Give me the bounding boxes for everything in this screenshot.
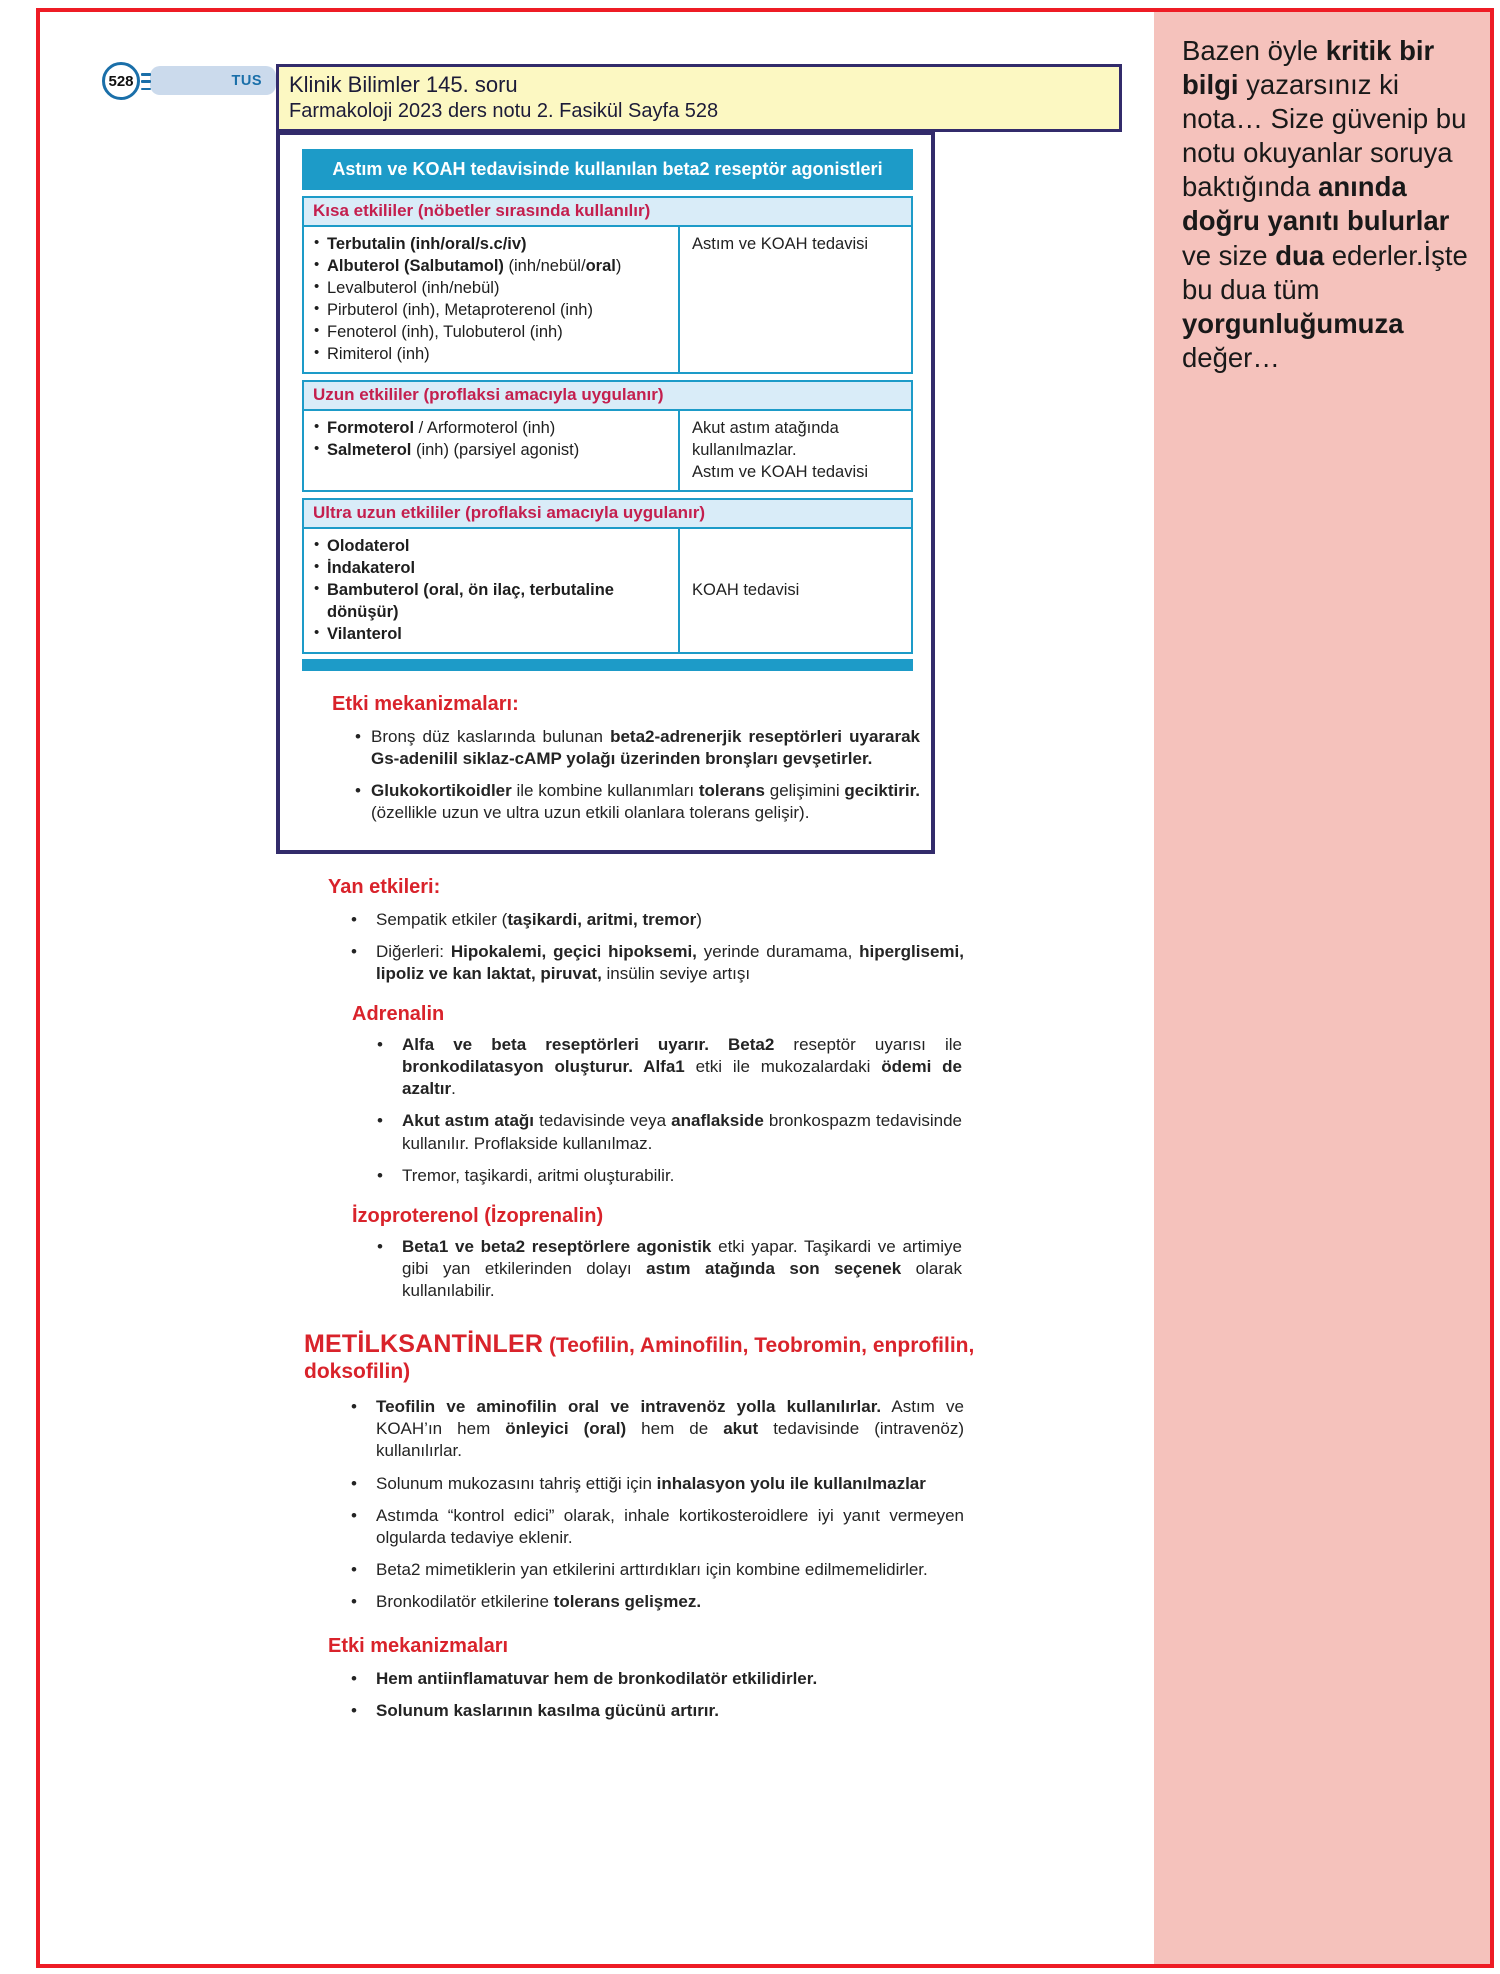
bullet-item: • Solunum mukozasını tahriş ettiği için inhalasyon yolu ile kullanılmazlar [350,1473,964,1495]
drug-item: • Terbutalin (inh/oral/s.c/iv) [314,233,672,255]
note-header-title: Klinik Bilimler 145. soru [289,72,518,97]
drug-item: • Formoterol / Arformoterol (inh) [314,417,672,439]
bullet-item: • Astımda “kontrol edici” olarak, inhale kortikosteroidlere iyi yanıt vermeyen olgularda tedaviye eklenir. [350,1505,964,1549]
table-group-ultra-long-acting [302,498,913,654]
bullet-item: • Tremor, taşikardi, aritmi oluşturabilir. [376,1165,962,1187]
drug-item: • Albuterol (Salbutamol) (inh/nebül/oral) [314,255,672,277]
group-header: Kısa etkililer (nöbetler sırasında kullanılır) [302,196,913,227]
table-group-long-acting [302,380,913,492]
section-heading-mechanisms-2: Etki mekanizmaları [328,1635,509,1658]
methylxanthines-title: METİLKSANTİNLER [304,1330,544,1358]
bullet-item: • Hem antiinflamatuvar hem de bronkodilatör etkilidirler. [350,1668,964,1690]
indication-cell [680,529,911,652]
indication-text: Astım ve KOAH tedavisi [692,462,869,481]
bullet-item: • Diğerleri: Hipokalemi, geçici hipoksemi, yerinde duramama, hiperglisemi, lipoliz ve kan laktat, piruvat, insülin seviye artışı [350,941,964,985]
section-heading-side-effects: Yan etkileri: [328,875,441,898]
indication-text: KOAH tedavisi [692,580,800,599]
note-header [276,64,1122,132]
drug-item: • Levalbuterol (inh/nebül) [314,277,672,299]
bullet-item: • Bronkodilatör etkilerine tolerans gelişmez. [350,1591,964,1613]
connector-lines-icon [141,73,151,90]
tus-tab-label: TUS [231,72,262,89]
adrenalin-bullet-list [376,1034,962,1187]
mechanisms-bullet-list [354,726,920,824]
bullet-item: • Solunum kaslarının kasılma gücünü artırır. [350,1700,964,1722]
main-column [276,64,1122,1732]
mechanisms-2-bullet-list [350,1668,964,1722]
section-heading-mechanisms: Etki mekanizmaları: [332,692,519,715]
note-body-box [276,132,935,854]
isoproterenol-bullet-list [376,1236,962,1302]
drug-item: • Salmeterol (inh) (parsiyel agonist) [314,439,672,461]
drug-item: • Bambuterol (oral, ön ilaç, terbutaline dönüşür) [314,579,672,623]
drug-list-cell [304,411,680,490]
sidebar-note-text: Bazen öyle kritik bir bilgi yazarsınız ki nota… Size güvenip bu notu okuyanlar soruya baktığında anında doğru yanıtı bulurlar ve size dua ederler.İşte bu dua tüm yorgunluğumuza değer… [1182,35,1468,373]
drug-item: • Rimiterol (inh) [314,343,672,365]
note-header-subtitle: Farmakoloji 2023 ders notu 2. Fasikül Sayfa 528 [289,99,719,122]
bullet-item: • Alfa ve beta reseptörleri uyarır. Beta2 reseptör uyarısı ile bronkodilatasyon oluşturur. Alfa1 etki ile mukozalardaki ödemi de azaltır. [376,1034,962,1100]
methylxanthines-bullet-list [350,1396,964,1613]
group-header: Ultra uzun etkililer (proflaksi amacıyla uygulanır) [302,498,913,529]
table-row [302,227,913,374]
drug-item: • Pirbuterol (inh), Metaproterenol (inh) [314,299,672,321]
bullet-item: • Bronş düz kaslarında bulunan beta2-adrenerjik reseptörleri uyararak Gs-adenilil siklaz-cAMP yolağı üzerinden bronşları gevşetirler. [354,726,920,770]
sidebar-note [1154,10,1494,1966]
page-number-badge [102,62,140,100]
indication-cell [680,411,911,490]
bullet-item: • Beta2 mimetiklerin yan etkilerini arttırdıkları için kombine edilmemelidirler. [350,1559,964,1581]
tus-tab [150,66,276,95]
table-footer-bar [302,659,913,671]
side-effects-bullet-list [350,909,964,985]
drug-item: • İndakaterol [314,557,672,579]
indication-text: Astım ve KOAH tedavisi [692,234,869,253]
table-group-short-acting [302,196,913,374]
drug-list-cell [304,227,680,372]
indication-cell [680,227,911,372]
page-number: 528 [108,72,134,90]
bullet-item: • Sempatik etkiler (taşikardi, aritmi, tremor) [350,909,964,931]
methylxanthines-subtitle: (Teofilin, Aminofilin, Teobromin, enprofilin, doksofilin) [304,1334,975,1383]
drug-item: • Fenoterol (inh), Tulobuterol (inh) [314,321,672,343]
bullet-item: • Teofilin ve aminofilin oral ve intravenöz yolla kullanılırlar. Astım ve KOAH’ın hem önleyici (oral) hem de akut tedavisinde (intravenöz) kullanılırlar. [350,1396,964,1462]
group-header: Uzun etkililer (proflaksi amacıyla uygulanır) [302,380,913,411]
beta2-agonist-table [302,149,913,671]
table-row [302,529,913,654]
drug-item: • Olodaterol [314,535,672,557]
bullet-item: • Beta1 ve beta2 reseptörlere agonistik etki yapar. Taşikardi ve artimiye gibi yan etkilerinden dolayı astım atağında son seçenek olarak kullanılabilir. [376,1236,962,1302]
indication-text: Akut astım atağında kullanılmazlar. [692,418,839,459]
table-row [302,411,913,492]
section-heading-methylxanthines [304,1330,1010,1384]
bullet-item: • Akut astım atağı tedavisinde veya anaflakside bronkospazm tedavisinde kullanılır. Proflakside kullanılmaz. [376,1110,962,1154]
drug-item: • Vilanterol [314,623,672,645]
table-title: Astım ve KOAH tedavisinde kullanılan beta2 reseptör agonistleri [302,149,913,190]
bullet-item: • Glukokortikoidler ile kombine kullanımları tolerans gelişimini geciktirir. (özellikle uzun ve ultra uzun etkili olanlara tolerans gelişir). [354,780,920,824]
section-heading-adrenalin: Adrenalin [352,1003,445,1026]
section-heading-isoproterenol: İzoproterenol (İzoprenalin) [352,1204,604,1227]
drug-list-cell [304,529,680,652]
